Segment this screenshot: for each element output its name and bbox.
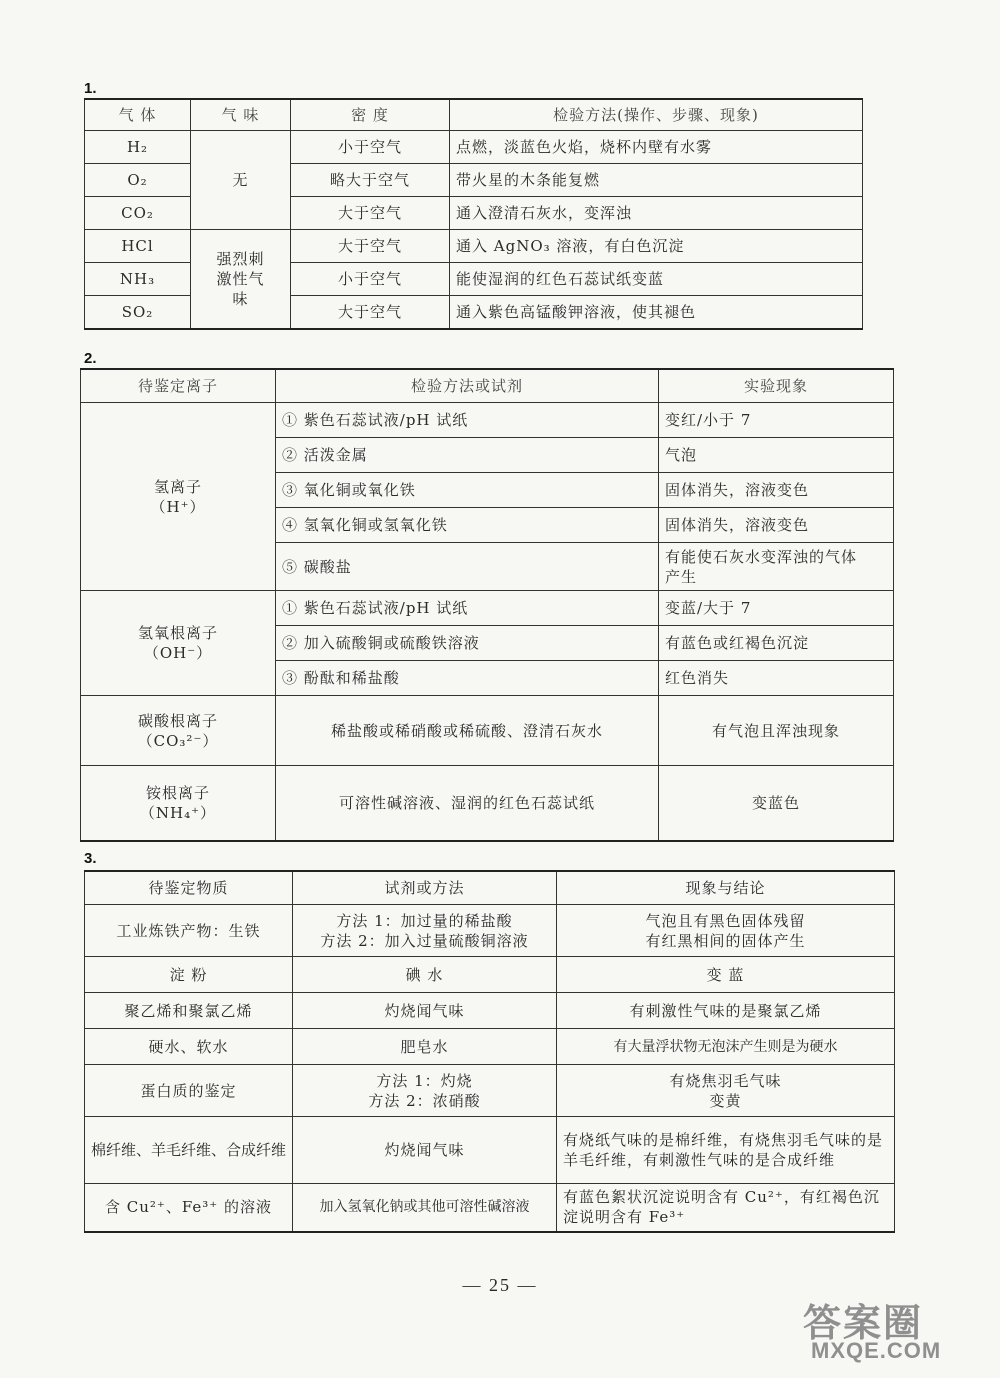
table-row: [85, 230, 863, 263]
reagent-cell: 方法 1：加过量的稀盐酸 方法 2：加入过量硫酸铜溶液: [293, 905, 557, 957]
table-row: [81, 766, 894, 841]
density-cell: 小于空气: [291, 131, 450, 164]
gas-cell: H₂: [85, 131, 191, 164]
reagent-cell: 灼烧闻气味: [293, 1117, 557, 1184]
header-test-method: 检验方法或试剂: [276, 369, 659, 403]
method-cell: 点燃，淡蓝色火焰，烧杯内壁有水雾: [450, 131, 863, 164]
conclusion-cell: 气泡且有黑色固体残留 有红黑相间的固体产生: [557, 905, 895, 957]
table-row: [85, 131, 863, 164]
gas-cell: HCl: [85, 230, 191, 263]
method-cell: 带火星的木条能复燃: [450, 164, 863, 197]
test-result-cell: 有蓝色或红褐色沉淀: [659, 626, 894, 661]
ion-name-cell: 铵根离子 （NH₄⁺）: [81, 766, 276, 841]
reagent-cell: 碘 水: [293, 957, 557, 993]
header-gas: 气 体: [85, 99, 191, 131]
table-row: [85, 1065, 895, 1117]
header-reagent: 试剂或方法: [293, 871, 557, 905]
section-1-label: 1.: [84, 80, 97, 97]
conclusion-cell: 有刺激性气味的是聚氯乙烯: [557, 993, 895, 1029]
substance-cell: 蛋白质的鉴定: [85, 1065, 293, 1117]
substance-cell: 含 Cu²⁺、Fe³⁺ 的溶液: [85, 1184, 293, 1232]
table-row: [81, 696, 894, 766]
test-result-cell: 变蓝/大于 7: [659, 591, 894, 626]
test-method-cell: ⑤ 碳酸盐: [276, 543, 659, 591]
method-cell: 通入 AgNO₃ 溶液，有白色沉淀: [450, 230, 863, 263]
header-method: 检验方法(操作、步骤、现象): [450, 99, 863, 131]
method-cell: 能使湿润的红色石蕊试纸变蓝: [450, 263, 863, 296]
gas-cell: SO₂: [85, 296, 191, 330]
test-method-cell: 稀盐酸或稀硝酸或稀硫酸、澄清石灰水: [276, 696, 659, 766]
test-result-cell: 有气泡且浑浊现象: [659, 696, 894, 766]
table-row: [81, 403, 894, 438]
substance-cell: 淀 粉: [85, 957, 293, 993]
table-row: [85, 957, 895, 993]
test-method-cell: 可溶性碱溶液、湿润的红色石蕊试纸: [276, 766, 659, 841]
test-method-cell: ④ 氢氧化铜或氢氧化铁: [276, 508, 659, 543]
ion-table: [80, 368, 894, 842]
table-header-row: [85, 871, 895, 905]
test-method-cell: ③ 氧化铜或氧化铁: [276, 473, 659, 508]
conclusion-cell: 有大量浮状物无泡沫产生则是为硬水: [557, 1029, 895, 1065]
test-result-cell: 固体消失，溶液变色: [659, 508, 894, 543]
page-number: — 25 —: [462, 1275, 538, 1295]
header-density: 密 度: [291, 99, 450, 131]
test-result-cell: 变蓝色: [659, 766, 894, 841]
reagent-cell: 加入氢氧化钠或其他可溶性碱溶液: [293, 1184, 557, 1232]
gas-cell: O₂: [85, 164, 191, 197]
table-row: [81, 591, 894, 626]
header-phenomenon: 实验现象: [659, 369, 894, 403]
conclusion-cell: 变 蓝: [557, 957, 895, 993]
gas-cell: CO₂: [85, 197, 191, 230]
header-conclusion: 现象与结论: [557, 871, 895, 905]
conclusion-cell: 有烧纸气味的是棉纤维，有烧焦羽毛气味的是羊毛纤维，有刺激性气味的是合成纤维: [557, 1117, 895, 1184]
gas-cell: NH₃: [85, 263, 191, 296]
test-method-cell: ① 紫色石蕊试液/pH 试纸: [276, 591, 659, 626]
test-result-cell: 气泡: [659, 438, 894, 473]
density-cell: 大于空气: [291, 230, 450, 263]
ion-name-cell: 碳酸根离子 （CO₃²⁻）: [81, 696, 276, 766]
method-cell: 通入澄清石灰水，变浑浊: [450, 197, 863, 230]
table-row: [85, 1184, 895, 1232]
test-result-cell: 变红/小于 7: [659, 403, 894, 438]
watermark-url: MXQE.COM: [811, 1338, 942, 1363]
table-row: [85, 905, 895, 957]
test-result-cell: 有能使石灰水变浑浊的气体 产生: [659, 543, 894, 591]
method-cell: 通入紫色高锰酸钾溶液，使其褪色: [450, 296, 863, 330]
test-method-cell: ③ 酚酞和稀盐酸: [276, 661, 659, 696]
ion-name-cell: 氢氧根离子 （OH⁻）: [81, 591, 276, 696]
watermark-logo: [803, 1292, 978, 1370]
test-method-cell: ② 加入硫酸铜或硫酸铁溶液: [276, 626, 659, 661]
header-substance: 待鉴定物质: [85, 871, 293, 905]
table-row: [85, 1117, 895, 1184]
header-smell: 气 味: [191, 99, 291, 131]
density-cell: 大于空气: [291, 197, 450, 230]
density-cell: 略大于空气: [291, 164, 450, 197]
gas-table: [84, 98, 863, 330]
section-3-label: 3.: [84, 850, 97, 867]
test-method-cell: ② 活泼金属: [276, 438, 659, 473]
substance-cell: 聚乙烯和聚氯乙烯: [85, 993, 293, 1029]
header-ion: 待鉴定离子: [81, 369, 276, 403]
substance-table: [84, 870, 895, 1233]
test-result-cell: 红色消失: [659, 661, 894, 696]
ion-name-cell: 氢离子 （H⁺）: [81, 403, 276, 591]
test-method-cell: ① 紫色石蕊试液/pH 试纸: [276, 403, 659, 438]
conclusion-cell: 有蓝色絮状沉淀说明含有 Cu²⁺，有红褐色沉淀说明含有 Fe³⁺: [557, 1184, 895, 1232]
smell-cell: 强烈刺 激性气 味: [191, 230, 291, 330]
reagent-cell: 肥皂水: [293, 1029, 557, 1065]
table-row: [85, 1029, 895, 1065]
reagent-cell: 灼烧闻气味: [293, 993, 557, 1029]
conclusion-cell: 有烧焦羽毛气味 变黄: [557, 1065, 895, 1117]
table-header-row: [81, 369, 894, 403]
reagent-cell: 方法 1：灼烧 方法 2：浓硝酸: [293, 1065, 557, 1117]
test-result-cell: 固体消失，溶液变色: [659, 473, 894, 508]
substance-cell: 硬水、软水: [85, 1029, 293, 1065]
substance-cell: 棉纤维、羊毛纤维、合成纤维: [85, 1117, 293, 1184]
substance-cell: 工业炼铁产物：生铁: [85, 905, 293, 957]
watermark-mark: 答案圈: [803, 1301, 924, 1345]
density-cell: 大于空气: [291, 296, 450, 330]
density-cell: 小于空气: [291, 263, 450, 296]
smell-cell: 无: [191, 131, 291, 230]
section-2-label: 2.: [84, 350, 97, 367]
table-row: [85, 993, 895, 1029]
table-header-row: [85, 99, 863, 131]
